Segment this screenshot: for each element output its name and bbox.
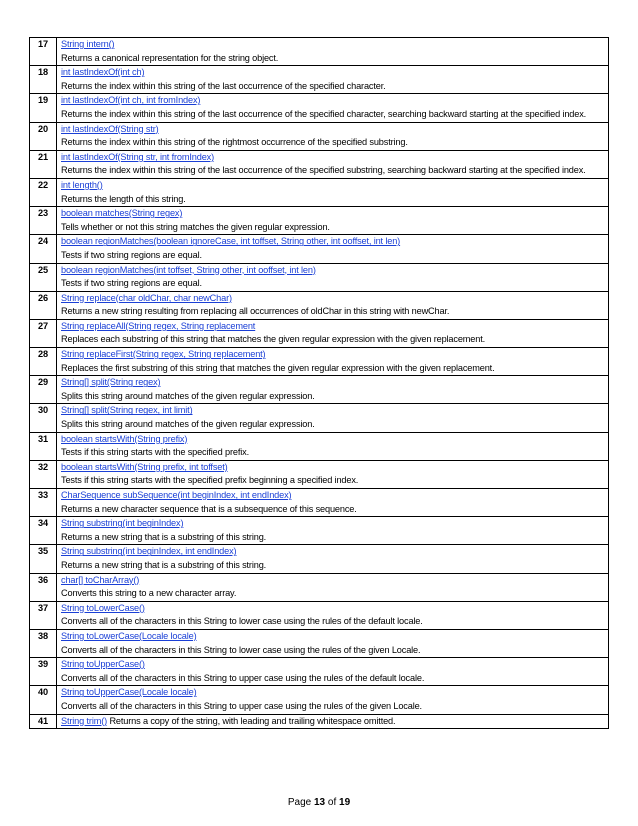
string-methods-table [29, 37, 609, 729]
methods-table-body [30, 38, 609, 729]
method-number: 35 [30, 545, 57, 573]
method-number: 22 [30, 178, 57, 206]
page-footer [0, 797, 638, 808]
method-number: 29 [30, 376, 57, 404]
method-number: 20 [30, 122, 57, 150]
table-row [30, 263, 609, 291]
table-row [30, 94, 609, 122]
method-signature-link[interactable]: int lastIndexOf(String str, int fromIndex) [61, 151, 215, 162]
table-row [30, 714, 609, 729]
method-cell [57, 404, 609, 432]
method-number: 31 [30, 432, 57, 460]
method-description: Converts all of the characters in this String to upper case using the rules of the default locale. [61, 672, 425, 683]
method-number: 23 [30, 207, 57, 235]
method-description: Tests if two string regions are equal. [61, 249, 202, 260]
method-cell [57, 348, 609, 376]
method-cell [57, 319, 609, 347]
total-pages-number: 19 [339, 797, 351, 808]
table-row [30, 150, 609, 178]
method-signature-link[interactable]: int lastIndexOf(String str) [61, 123, 159, 134]
method-cell [57, 432, 609, 460]
method-number: 18 [30, 66, 57, 94]
method-number: 28 [30, 348, 57, 376]
method-description: Returns the length of this string. [61, 193, 186, 204]
method-signature-link[interactable]: boolean regionMatches(int toffset, String other, int ooffset, int len) [61, 264, 316, 275]
method-number: 36 [30, 573, 57, 601]
method-number: 41 [30, 714, 57, 729]
table-row [30, 319, 609, 347]
table-row [30, 517, 609, 545]
method-cell [57, 178, 609, 206]
table-row [30, 460, 609, 488]
method-cell [57, 38, 609, 66]
method-signature-link[interactable]: String trim() [61, 715, 108, 726]
method-description: Returns a new string that is a substring of this string. [61, 559, 267, 570]
method-number: 26 [30, 291, 57, 319]
method-signature-link[interactable]: boolean startsWith(String prefix) [61, 433, 188, 444]
method-signature-link[interactable]: String toUpperCase(Locale locale) [61, 687, 197, 698]
method-number: 34 [30, 517, 57, 545]
method-cell [57, 573, 609, 601]
method-cell [57, 150, 609, 178]
table-row [30, 348, 609, 376]
method-number: 17 [30, 38, 57, 66]
method-description: Converts this string to a new character array. [61, 588, 237, 599]
table-row [30, 489, 609, 517]
method-description: Returns the index within this string of the last occurrence of the specified character. [61, 80, 386, 91]
method-description: Returns a new character sequence that is a subsequence of this sequence. [61, 503, 357, 514]
table-row [30, 38, 609, 66]
table-row [30, 291, 609, 319]
method-signature-link[interactable]: String replaceFirst(String regex, String replacement) [61, 349, 266, 360]
page-label: Page [287, 797, 314, 808]
method-signature-link[interactable]: int lastIndexOf(int ch) [61, 67, 145, 78]
method-signature-link[interactable]: int lastIndexOf(int ch, int fromIndex) [61, 95, 201, 106]
method-cell [57, 207, 609, 235]
method-cell [57, 686, 609, 714]
method-description: Tests if this string starts with the specified prefix beginning a specified index. [61, 475, 359, 486]
method-signature-link[interactable]: boolean regionMatches(boolean ignoreCase, int toffset, String other, int ooffset, int len) [61, 236, 401, 247]
method-number: 25 [30, 263, 57, 291]
method-cell [57, 545, 609, 573]
table-row [30, 207, 609, 235]
method-cell [57, 291, 609, 319]
table-row [30, 178, 609, 206]
method-cell [57, 94, 609, 122]
table-row [30, 573, 609, 601]
method-cell [57, 517, 609, 545]
method-signature-link[interactable]: String substring(int beginIndex, int endIndex) [61, 546, 237, 557]
method-number: 24 [30, 235, 57, 263]
table-row [30, 601, 609, 629]
method-description: Replaces each substring of this string that matches the given regular expression with the given replacement. [61, 334, 486, 345]
method-cell [57, 629, 609, 657]
method-number: 40 [30, 686, 57, 714]
method-number: 19 [30, 94, 57, 122]
method-description: Returns a new string that is a substring of this string. [61, 531, 267, 542]
method-description: Tests if two string regions are equal. [61, 278, 202, 289]
method-signature-link[interactable]: char[] toCharArray() [61, 574, 140, 585]
method-description: Tests if this string starts with the specified prefix. [61, 447, 249, 458]
method-cell [57, 460, 609, 488]
method-signature-link[interactable]: boolean startsWith(String prefix, int toffset) [61, 461, 228, 472]
table-row [30, 629, 609, 657]
method-description: Splits this string around matches of the given regular expression. [61, 419, 315, 430]
method-cell [57, 714, 609, 729]
current-page-number: 13 [313, 797, 326, 808]
method-signature-link[interactable]: String replace(char oldChar, char newChar) [61, 292, 232, 303]
method-cell [57, 601, 609, 629]
method-description: Returns the index within this string of the last occurrence of the specified character, searching backward starting at the specified index. [61, 108, 587, 119]
table-row [30, 122, 609, 150]
method-number: 39 [30, 658, 57, 686]
method-signature-link[interactable]: String toLowerCase(Locale locale) [61, 630, 197, 641]
table-row [30, 404, 609, 432]
method-description: Returns a canonical representation for the string object. [61, 52, 279, 63]
method-description: Replaces the first substring of this string that matches the given regular expression with the given replacement. [61, 362, 495, 373]
method-cell [57, 235, 609, 263]
table-row [30, 376, 609, 404]
method-description: Converts all of the characters in this String to lower case using the rules of the given Locale. [61, 644, 421, 655]
method-number: 21 [30, 150, 57, 178]
method-cell [57, 376, 609, 404]
method-number: 32 [30, 460, 57, 488]
method-cell [57, 66, 609, 94]
page-of-label: of [325, 797, 340, 808]
method-number: 30 [30, 404, 57, 432]
method-cell [57, 489, 609, 517]
method-number: 27 [30, 319, 57, 347]
method-cell [57, 122, 609, 150]
method-description: Returns a copy of the string, with leading and trailing whitespace omitted. [109, 715, 396, 726]
table-row [30, 235, 609, 263]
method-signature-link[interactable]: String toLowerCase() [61, 602, 145, 613]
method-signature-link[interactable]: CharSequence subSequence(int beginIndex, int endIndex) [61, 490, 292, 500]
method-number: 38 [30, 629, 57, 657]
method-signature-link[interactable]: String toUpperCase() [61, 659, 145, 670]
table-row [30, 658, 609, 686]
method-description: Returns a new string resulting from replacing all occurrences of oldChar in this string with newChar. [61, 306, 450, 317]
method-cell [57, 263, 609, 291]
method-signature-link[interactable]: boolean matches(String regex) [61, 208, 183, 219]
method-description: Returns the index within this string of the last occurrence of the specified substring, searching backward starting at the specified index. [61, 165, 586, 176]
method-description: Tells whether or not this string matches the given regular expression. [61, 221, 330, 232]
method-number: 33 [30, 489, 57, 517]
table-row [30, 686, 609, 714]
method-signature-link[interactable]: String[] split(String regex) [61, 377, 161, 388]
method-signature-link[interactable]: String intern() [61, 39, 115, 49]
method-signature-link[interactable]: String[] split(String regex, int limit) [61, 405, 193, 416]
method-description: Converts all of the characters in this String to lower case using the rules of the default locale. [61, 616, 423, 627]
table-row [30, 66, 609, 94]
method-signature-link[interactable]: String substring(int beginIndex) [61, 518, 184, 529]
method-description: Splits this string around matches of the given regular expression. [61, 390, 315, 401]
method-description: Returns the index within this string of the rightmost occurrence of the specified substring. [61, 137, 408, 148]
table-row [30, 432, 609, 460]
table-row [30, 545, 609, 573]
method-description: Converts all of the characters in this String to upper case using the rules of the given Locale. [61, 700, 422, 711]
method-signature-link[interactable]: String replaceAll(String regex, String replacement [61, 320, 256, 331]
method-signature-link[interactable]: int length() [61, 179, 103, 190]
method-cell [57, 658, 609, 686]
method-number: 37 [30, 601, 57, 629]
